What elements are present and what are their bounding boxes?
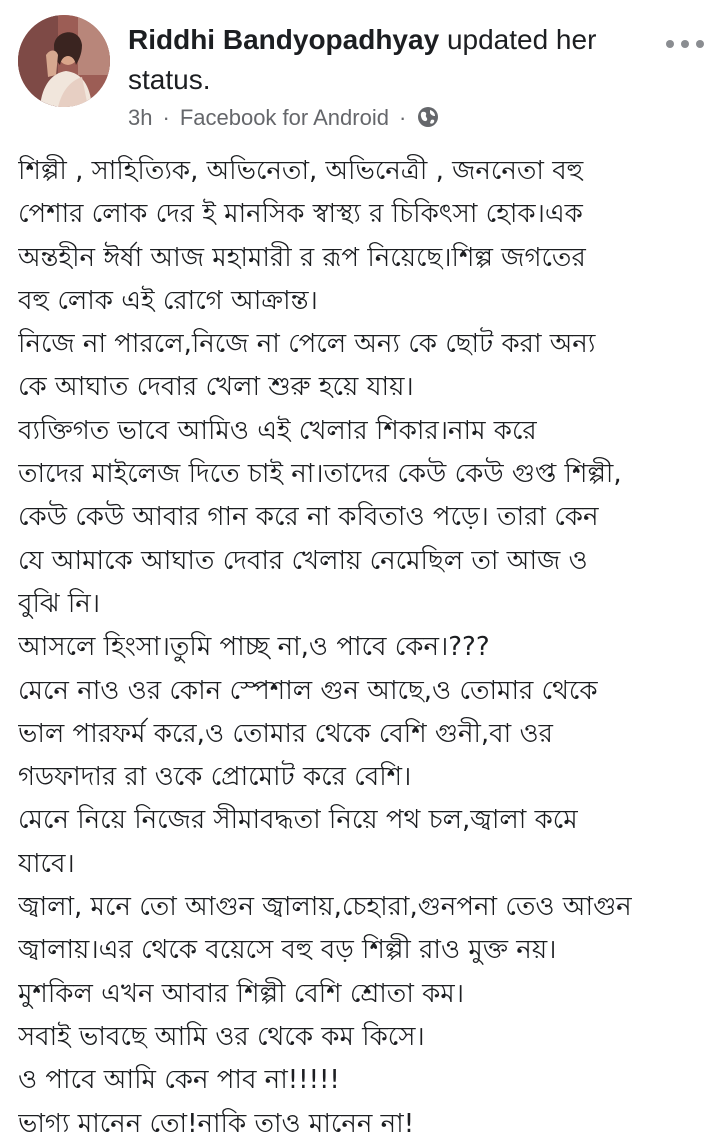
post-line: মেনে নিয়ে নিজের সীমাবদ্ধতা নিয়ে পথ চল,জ্বালা কমে — [18, 805, 578, 836]
post-line: নিজে না পারলে,নিজে না পেলে অন্য কে ছোট করা অন্য — [18, 329, 596, 360]
avatar-photo — [18, 15, 110, 107]
post-line: বহু লোক এই রোগে আক্রান্ত। — [18, 285, 318, 316]
post-line: মুশকিল এখন আবার শিল্পী বেশি শ্রোতা কম। — [18, 978, 465, 1009]
post-line: জ্বালা, মনে তো আগুন জ্বালায়,চেহারা,গুনপনা তেও আগুন — [18, 892, 632, 923]
post-line: অন্তহীন ঈর্ষা আজ মহামারী র রূপ নিয়েছে।শিল্প জগতের — [18, 242, 586, 273]
post-line: গডফাদার রা ওকে প্রোমোট করে বেশি। — [18, 762, 412, 793]
post-time[interactable]: 3h — [128, 105, 153, 130]
author-action: updated her status. — [128, 24, 597, 95]
more-horizontal-icon — [662, 30, 708, 58]
post-line: যাবে। — [18, 848, 75, 879]
post-line: সবাই ভাবছে আমি ওর থেকে কম কিসে। — [18, 1021, 425, 1052]
author-name[interactable]: Riddhi Bandyopadhyay — [128, 24, 440, 55]
post-line: ব্যক্তিগত ভাবে আমিও এই খেলার শিকার।নাম করে — [18, 415, 537, 446]
post-line: মেনে নাও ওর কোন স্পেশাল গুন আছে,ও তোমার থেকে — [18, 675, 598, 706]
post-line: বুঝি নি। — [18, 588, 101, 619]
post-body — [18, 150, 708, 1146]
post-line: শিল্পী , সাহিত্যিক, অভিনেতা, অভিনেত্রী , জননেতা বহু — [18, 156, 584, 186]
post-source: Facebook for Android — [179, 105, 389, 130]
meta-separator: · — [398, 105, 407, 130]
post-line: ও পাবে আমি কেন পাব না!!!!! — [18, 1065, 340, 1096]
author-line — [128, 20, 648, 100]
globe-icon[interactable] — [416, 105, 440, 129]
post-header — [0, 0, 720, 150]
post-line: জ্বালায়।এর থেকে বয়েসে বহু বড় শিল্পী রাও মুক্ত নয়। — [18, 935, 557, 966]
post-line: পেশার লোক দের ই মানসিক স্বাস্থ্য র চিকিৎসা হোক।এক — [18, 199, 583, 230]
post-line: কেউ কেউ আবার গান করে না কবিতাও পড়ে। তারা কেন — [18, 502, 599, 533]
post-line: ভাল পারফর্ম করে,ও তোমার থেকে বেশি গুনী,বা ওর — [18, 718, 553, 749]
post-line: আসলে হিংসা।তুমি পাচ্ছ না,ও পাবে কেন।??? — [18, 632, 490, 663]
post-line: ভাগ্য মানেন তো!নাকি তাও মানেন না! — [18, 1108, 415, 1139]
post-line: কে আঘাত দেবার খেলা শুরু হয়ে যায়। — [18, 372, 414, 403]
more-options-button[interactable] — [662, 30, 708, 58]
avatar[interactable] — [18, 15, 110, 107]
post-meta — [128, 102, 440, 134]
post-line: তাদের মাইলেজ দিতে চাই না।তাদের কেউ কেউ গুপ্ত শিল্পী, — [18, 459, 622, 490]
meta-separator: · — [162, 105, 170, 130]
post-line: যে আমাকে আঘাত দেবার খেলায় নেমেছিল তা আজ ও — [18, 545, 588, 576]
